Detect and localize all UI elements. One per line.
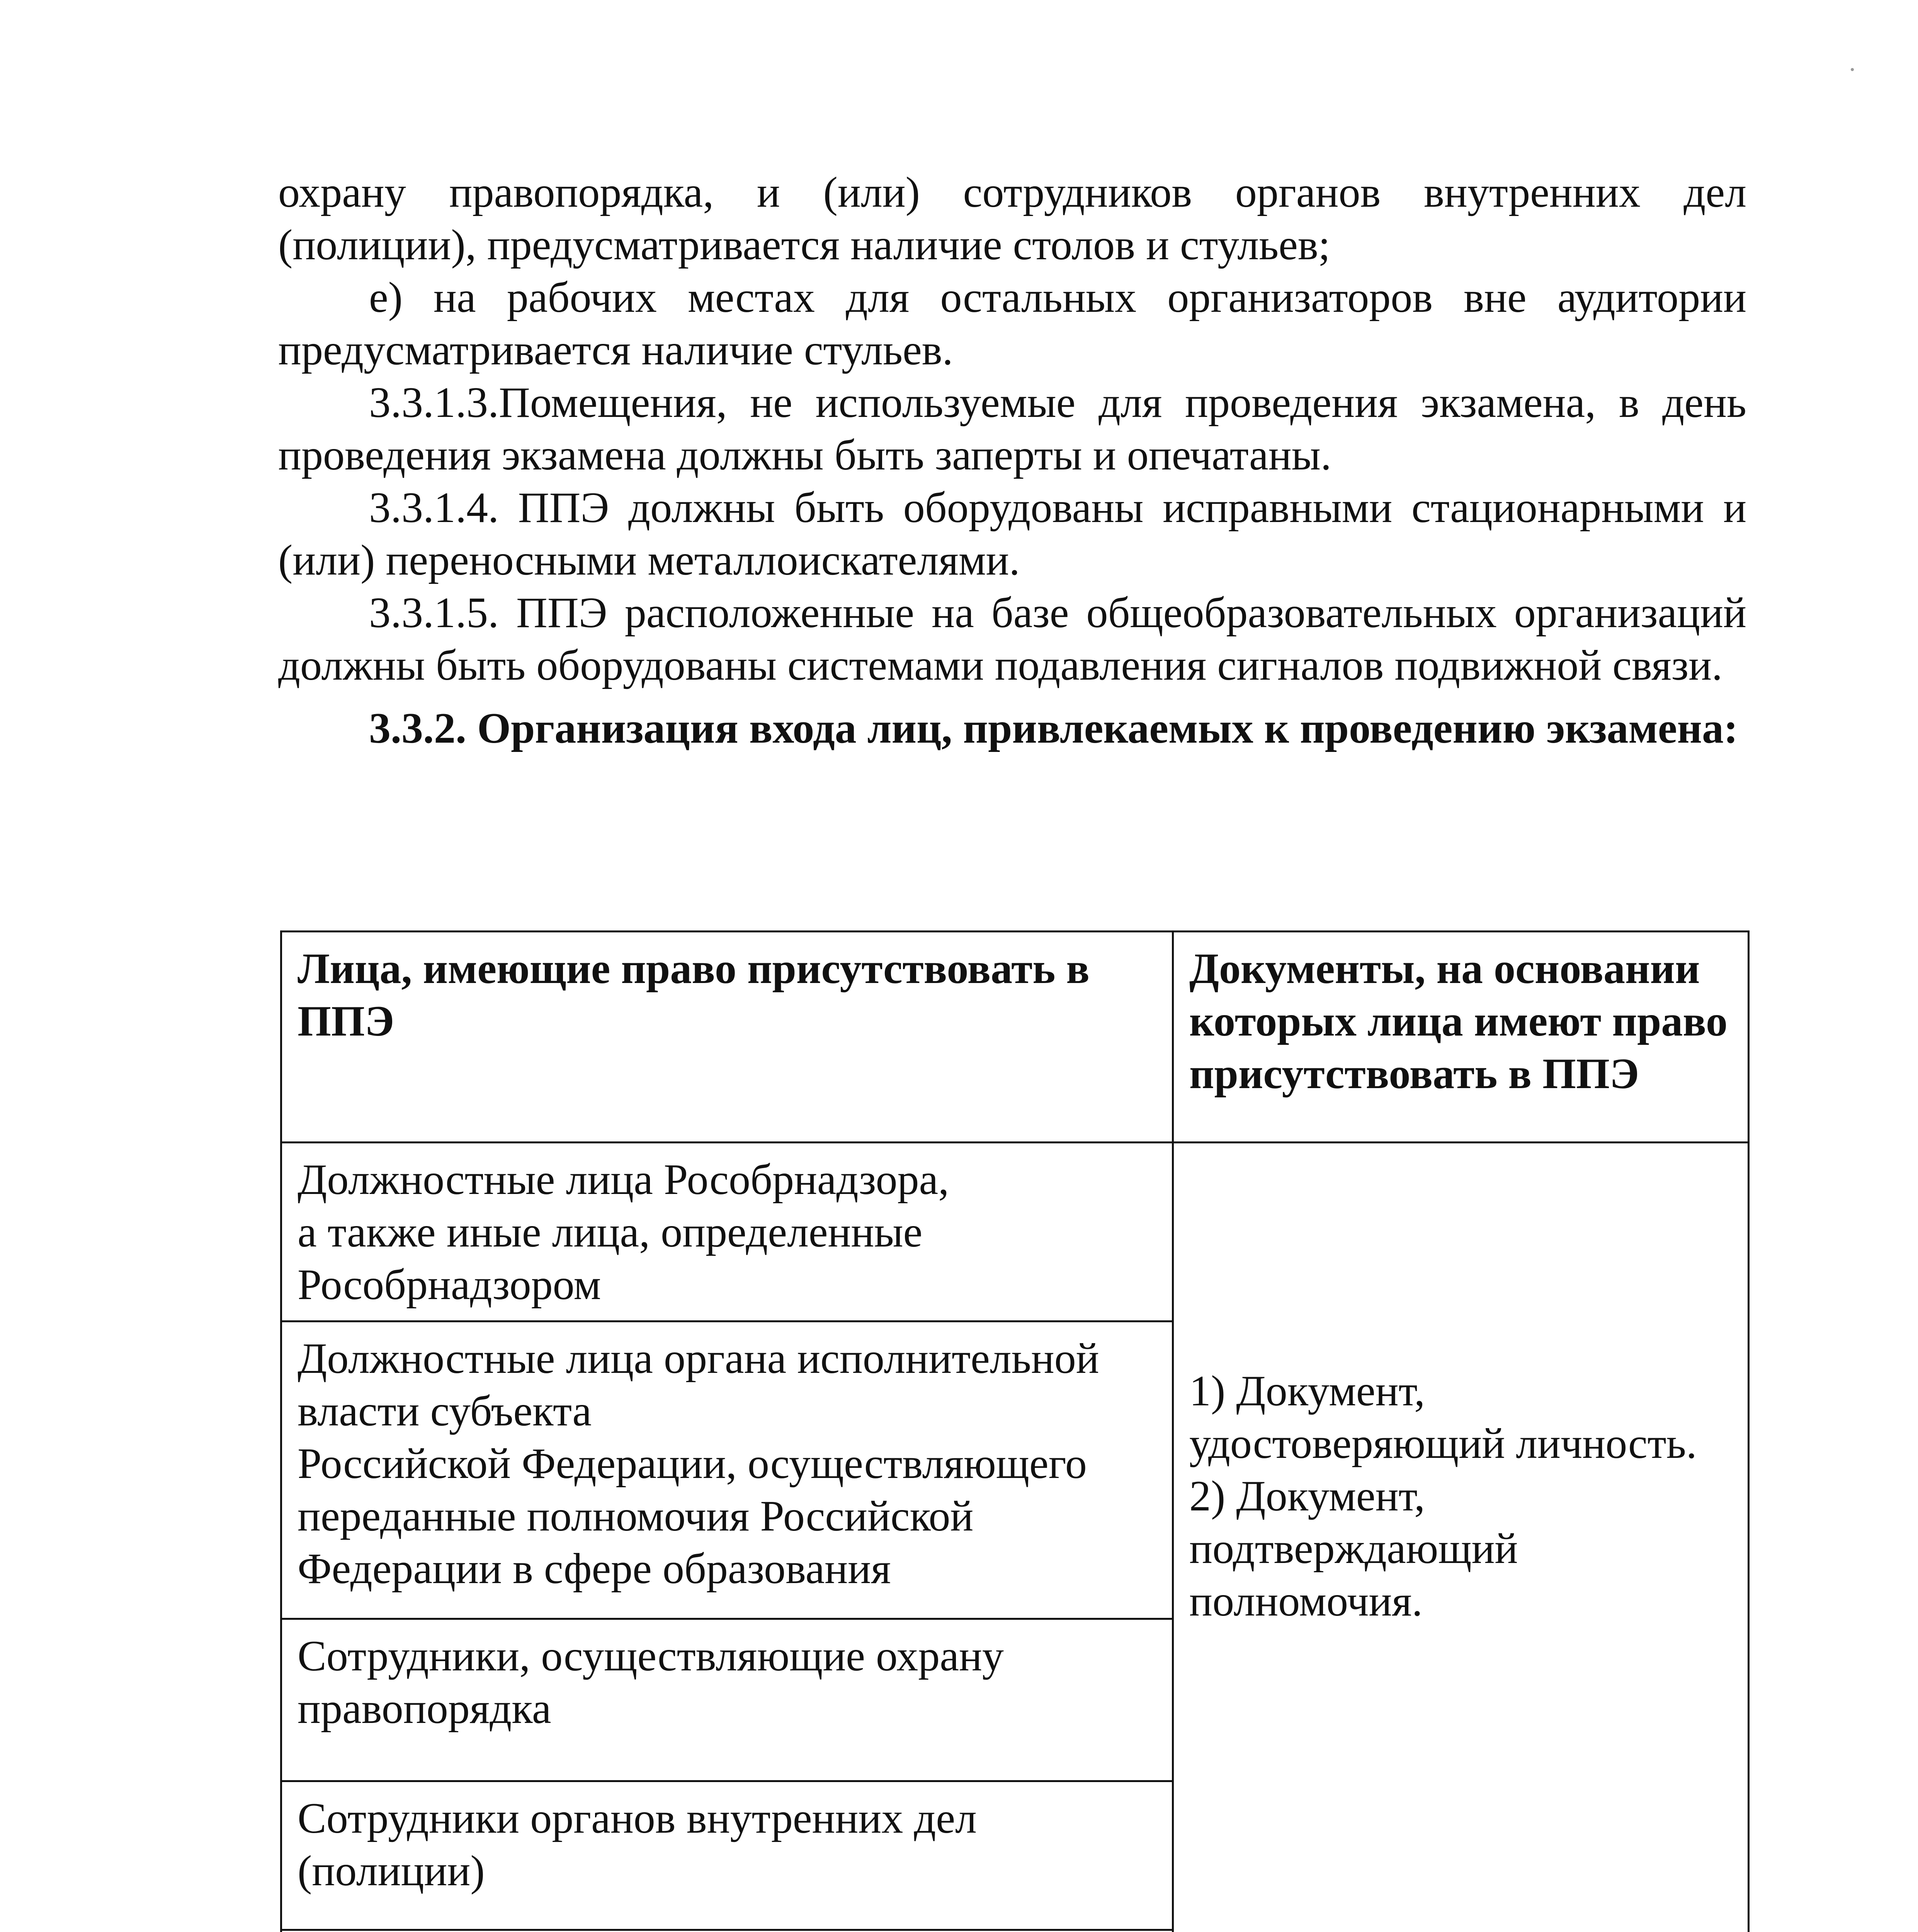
- paragraph-1-line-1: охрану правопорядка, и (или) сотрудников органов внутренних дел: [278, 168, 1746, 216]
- cell-line: Должностные лица Рособрнадзора,: [298, 1156, 949, 1204]
- table-header-row: [281, 932, 1749, 1143]
- documents-line: удостоверяющий личность.: [1189, 1419, 1697, 1468]
- cell-line: власти субъекта: [298, 1387, 592, 1435]
- cell-line: Российской Федерации, осуществляющего: [298, 1440, 1087, 1488]
- cell-line: Рособрнадзором: [298, 1261, 601, 1309]
- header-documents: Документы, на основании которых лица имеют право присутствовать в ППЭ: [1173, 932, 1749, 1143]
- scan-speck: [1851, 68, 1854, 71]
- section-heading: 3.3.2. Организация входа лиц, привлекаемых к проведению экзамена:: [369, 704, 1738, 752]
- persons-cell: [281, 1143, 1173, 1321]
- paragraph-4: 3.3.1.4. ППЭ должны быть оборудованы исправными стационарными и (или) переносными металлоискателями.: [278, 484, 1746, 584]
- documents-line: полномочия.: [1189, 1577, 1423, 1625]
- persons-cell: [281, 1321, 1173, 1619]
- documents-line: подтверждающий: [1189, 1524, 1518, 1573]
- cell-line: Сотрудники органов внутренних дел: [298, 1794, 977, 1842]
- entry-table: [280, 930, 1750, 1932]
- paragraph-2: е) на рабочих местах для остальных организаторов вне аудитории предусматривается наличие стульев.: [278, 274, 1746, 374]
- documents-line: 1) Документ,: [1189, 1367, 1425, 1415]
- cell-line: переданные полномочия Российской: [298, 1492, 974, 1540]
- cell-line: а также иные лица, определенные: [298, 1208, 923, 1256]
- documents-cell: [1173, 1143, 1749, 1932]
- persons-cell: [281, 1781, 1173, 1930]
- cell-line: (полиции): [298, 1847, 485, 1895]
- header-persons: Лица, имеющие право присутствовать в ППЭ: [281, 932, 1173, 1143]
- cell-line: Сотрудники, осуществляющие охрану: [298, 1632, 1004, 1680]
- table-row: [281, 1143, 1749, 1321]
- persons-cell: [281, 1619, 1173, 1781]
- cell-line: Федерации в сфере образования: [298, 1545, 891, 1593]
- page-body: [278, 166, 1746, 763]
- paragraph-3: 3.3.1.3.Помещения, не используемые для проведения экзамена, в день проведения экзамена должны быть заперты и опечатаны.: [278, 379, 1746, 479]
- documents-line: 2) Документ,: [1189, 1472, 1425, 1520]
- cell-line: правопорядка: [298, 1685, 551, 1733]
- cell-line: Должностные лица органа исполнительной: [298, 1335, 1099, 1383]
- paragraph-1-line-2: (полиции), предусматривается наличие столов и стульев;: [278, 221, 1330, 269]
- persons-cell: [281, 1930, 1173, 1932]
- paragraph-1: [278, 166, 1746, 271]
- paragraph-5: 3.3.1.5. ППЭ расположенные на базе общеобразовательных организаций должны быть оборудованы системами подавления сигналов подвижной связи.: [278, 589, 1746, 689]
